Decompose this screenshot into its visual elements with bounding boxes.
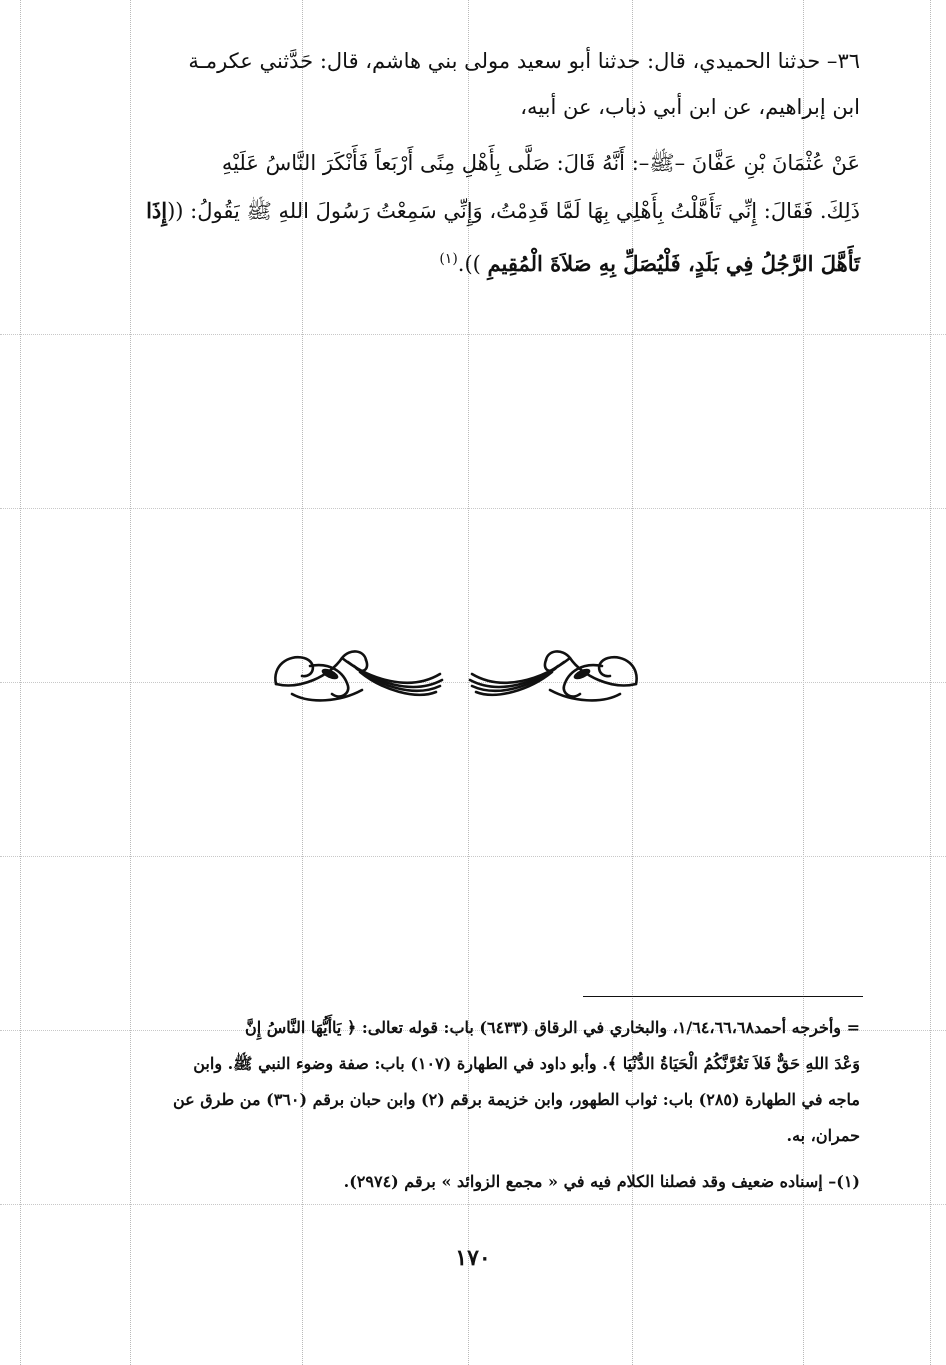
hadith-line-2: ابن إبراهيم، عن ابن أبي ذباب، عن أبيه،: [520, 95, 860, 119]
page-number: ١٧٠: [455, 1245, 491, 1271]
hadith-text: ذَلِكَ. فَقَالَ: إِنِّي تَأَهَّلْتُ بِأَهْلِي بِهَا لَمَّا قَدِمْتُ، وَإِنِّي سَمِعْتُ رَسُولَ اللهِ ﷺ يَقُولُ: ((: [167, 199, 860, 223]
footnote-continuation-line-2: وَعْدَ اللهِ حَقٌّ فَلاَ تَغُرَّنَّكُمُ الْحَيَاةُ الدُّنْيَا ﴾. وأبو داود في الطهارة (١٠٧) باب: صفة وضوء النبي ﷺ. وابن: [193, 1054, 860, 1073]
scan-guide-line: [0, 334, 946, 335]
hadith-line-1: ٣٦– حدثنا الحميدي، قال: حدثنا أبو سعيد مولى بني هاشم، قال: حَدَّثني عكرمـة: [188, 49, 860, 73]
hadith-quote-start: إِذَا: [146, 198, 168, 223]
scan-guide-line: [0, 1204, 946, 1205]
scan-guide-line: [0, 856, 946, 857]
footnote-continuation-line-3: ماجه في الطهارة (٢٨٥) باب: ثواب الطهور، وابن خزيمة برقم (٢) وابن حبان برقم (٣٦٠) من طرق عن: [172, 1090, 860, 1109]
footnote-1: (١)– إسناده ضعيف وقد فصلنا الكلام فيه في « مجمع الزوائد » برقم (٢٩٧٤).: [343, 1172, 860, 1191]
decorative-ornament: [270, 636, 642, 706]
footnote-separator: [583, 996, 863, 997]
scan-guide-line: [0, 508, 946, 509]
hadith-line-5: [439, 236, 860, 287]
hadith-quote: تَأَهَّلَ الرَّجُلُ فِي بَلَدٍ، فَلْيُصَلِّ بِهِ صَلاَةَ الْمُقِيمِ: [487, 251, 860, 276]
hadith-line-4: [146, 188, 860, 234]
footnote-continuation-line-1: = وأخرجه أحمد١/٦٤،٦٦،٦٨، والبخاري في الرقاق (٦٤٣٣) باب: قوله تعالى: ﴿ يَاأَيُّهَا النَّاسُ إِنَّ: [244, 1018, 860, 1037]
hadith-line-3: عَنْ عُثْمَانَ بْنِ عَفَّانَ –ﷺ–: أَنَّهُ قَالَ: صَلَّى بِأَهْلِ مِنًى أَرْبَعاً فَأَنْكَرَ النَّاسُ عَلَيْهِ: [221, 151, 860, 175]
hadith-quote-end: )).: [457, 252, 481, 276]
footnote-reference: (١): [439, 251, 458, 267]
footnote-continuation-line-4: حمران، به.: [786, 1126, 860, 1145]
